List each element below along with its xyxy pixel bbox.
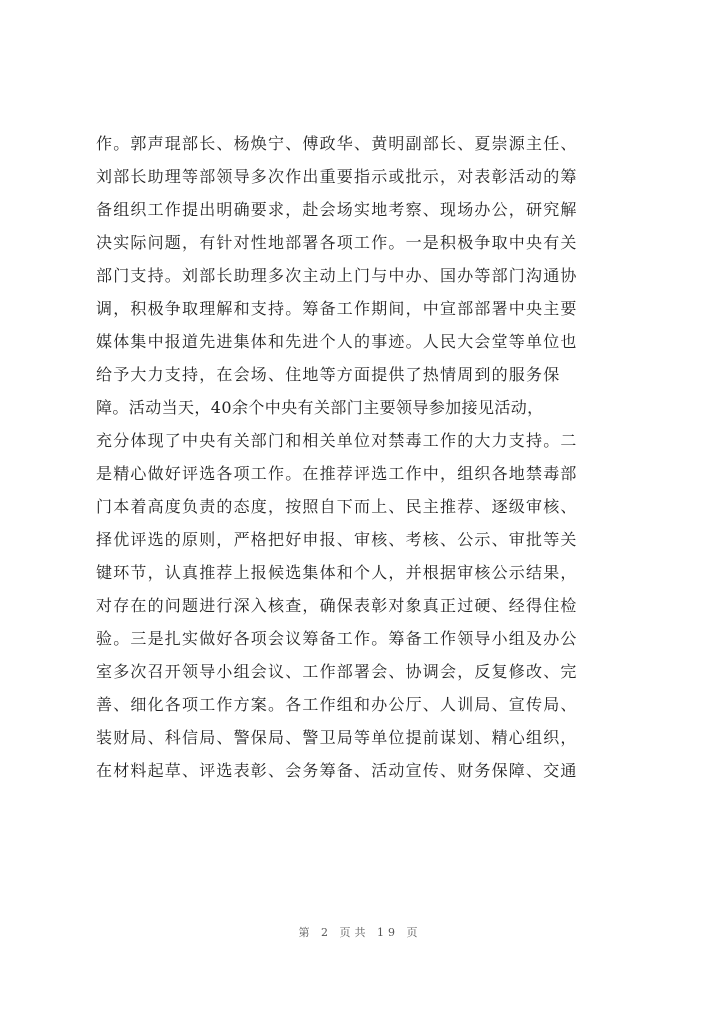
text-line: 对存在的问题进行深入核查，确保表彰对象真正过硬、经得住检 bbox=[96, 596, 578, 615]
text-line: 装财局、科信局、警保局、警卫局等单位提前谋划、精心组织， bbox=[96, 728, 578, 747]
text-line: 作。郭声琨部长、杨焕宁、傅政华、黄明副部长、夏崇源主任、 bbox=[96, 134, 578, 153]
text-line: 在材料起草、评选表彰、会务筹备、活动宣传、财务保障、交通 bbox=[96, 761, 578, 780]
text-line: 媒体集中报道先进集体和先进个人的事迹。人民大会堂等单位也 bbox=[96, 332, 578, 351]
text-line: 调，积极争取理解和支持。筹备工作期间，中宣部部署中央主要 bbox=[96, 299, 578, 318]
text-line: 门本着高度负责的态度，按照自下而上、民主推荐、逐级审核、 bbox=[96, 497, 578, 516]
text-line: 验。三是扎实做好各项会议筹备工作。筹备工作领导小组及办公 bbox=[96, 629, 578, 648]
body-text bbox=[96, 127, 636, 787]
text-line: 择优评选的原则，严格把好申报、审核、考核、公示、审批等关 bbox=[96, 530, 578, 549]
text-line: 备组织工作提出明确要求，赴会场实地考察、现场办公，研究解 bbox=[96, 200, 578, 219]
text-line: 障。活动当天，40余个中央有关部门主要领导参加接见活动， bbox=[96, 398, 544, 417]
text-line: 是精心做好评选各项工作。在推荐评选工作中，组织各地禁毒部 bbox=[96, 464, 578, 483]
text-line: 决实际问题，有针对性地部署各项工作。一是积极争取中央有关 bbox=[96, 233, 578, 252]
page-number-footer: 第 2 页共 19 页 bbox=[298, 926, 422, 939]
text-line: 键环节，认真推荐上报候选集体和个人，并根据审核公示结果， bbox=[96, 563, 578, 582]
text-line: 充分体现了中央有关部门和相关单位对禁毒工作的大力支持。二 bbox=[96, 431, 578, 450]
text-line: 刘部长助理等部领导多次作出重要指示或批示，对表彰活动的筹 bbox=[96, 167, 578, 186]
text-line: 室多次召开领导小组会议、工作部署会、协调会，反复修改、完 bbox=[96, 662, 578, 681]
text-line: 部门支持。刘部长助理多次主动上门与中办、国办等部门沟通协 bbox=[96, 266, 578, 285]
text-line: 善、细化各项工作方案。各工作组和办公厅、人训局、宣传局、 bbox=[96, 695, 578, 714]
text-line: 给予大力支持，在会场、住地等方面提供了热情周到的服务保 bbox=[96, 365, 561, 384]
